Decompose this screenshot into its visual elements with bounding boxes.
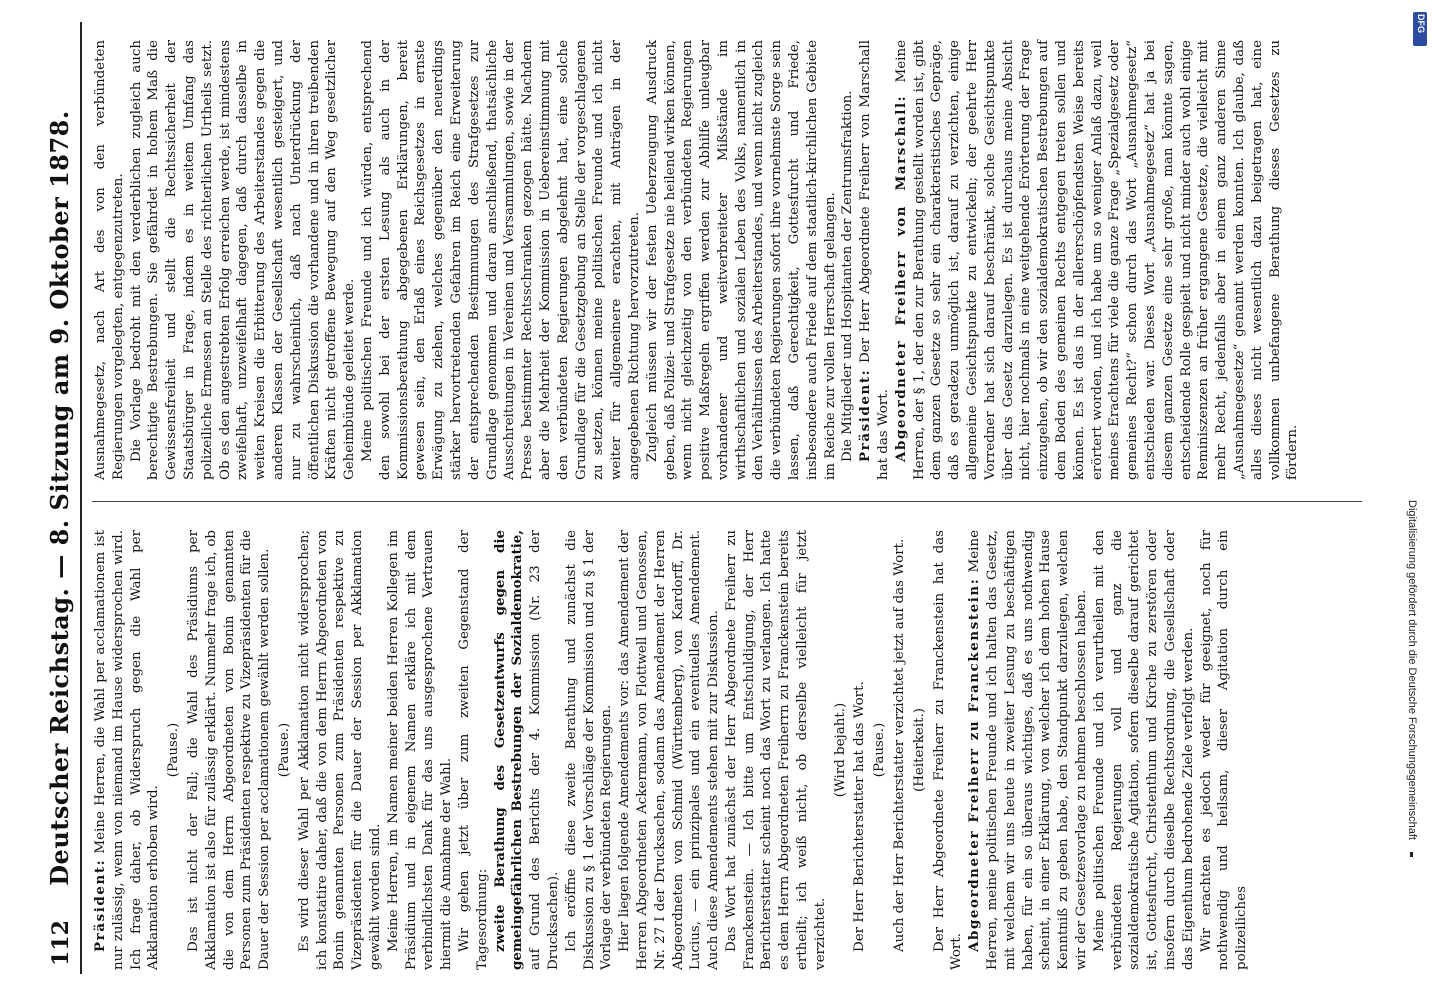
paragraph-text: Der Herr Abgeordnete Freiherr von Marschall hat das Wort.: [858, 40, 892, 480]
agenda-item: zweite Berathung des Gesetzentwurfs gegen die gemeingefährlichen Bestrebungen der Sozialdemokratie,: [491, 530, 526, 970]
page-number: 112: [48, 920, 74, 966]
paragraph-text: Der Herr Berichterstatter hat das Wort.: [852, 681, 868, 952]
paragraph-text: Meine Herren, der § 1, der den zur Berathung gestellt worden ist, gibt dem ganzen Gesetze so sehr ein charakteristisches Gepräge, daß es geradezu unmöglich ist, darauf zu verzichten, einige allgemeine Gesichtspunkte zu entwickeln; der geehrte Herr Vorredner hat sich darauf beschränkt, solche Gesichtspunkte über das Gesetz darzulegen. Es ist durchaus meine Absicht nicht, hier nochmals in eine weitgehende Erörterung der Frage einzugehen, ob wir den sozialdemokratischen Bestrebungen auf dem Boden des gemeinen Rechts entgegen treten sollen und können. Es ist das in der allererschöpfendsten Weise bereits erörtert worden, und ich habe um so weniger Anlaß dazu, weil meines Erachtens für viele die ganze Frage „Spezialgesetz oder gemeines Recht?“ schon durch das Wort „Ausnahmegesetz“ entschieden war. Dieses Wort „Ausnahmegesetz“ hat ja bei diesem ganzen Gesetze eine sehr große, man könnte sagen, entscheidende Rolle gespielt und nicht minder auch wohl einige Reminiszenzen an früher ergangene Gesetze, die vielleicht mit mehr Recht, jedenfalls aber in einem ganz anderen Sinne „Ausnahmegesetze“ genannt werden konnten. Ich glaube, daß alles dieses nicht wesentlich dazu beigetragen hat, eine vollkommen unbefangene Berathung dieses Gesetzes zu fördern.: [893, 40, 1301, 480]
paragraph: [563, 530, 616, 970]
speaker-name: Präsident:: [857, 368, 874, 462]
paragraph: [385, 530, 456, 970]
paragraph-text: Ausnahmegesetz, nach Art des von den verbündeten Regierungen vorgelegten, entgegenzutreten.: [93, 40, 126, 480]
dfg-logo-text: DFG: [1416, 14, 1426, 33]
paragraph: [966, 530, 1091, 970]
speaker-name: Abgeordneter Freiherr von Marschall:: [892, 94, 909, 462]
running-title: Deutscher Reichstag. — 8. Sitzung am 9. Oktober 1878.: [45, 110, 74, 886]
stage-direction: (Pause.): [276, 722, 292, 778]
paragraph-text: Wir gehen jetzt über zum zweiten Gegenstand der Tagesordnung:: [456, 530, 490, 970]
paragraph-text: Das Wort hat zunächst der Herr Abgeordnete Freiherr zu Franckenstein. — Ich bitte um Entschuldigung, der Herr Berichterstatter scheint noch das Wort zu verlangen. Ich hatte es dem Herrn Abgeordneten Freiherrn zu Franckenstein bereits ertheilt; ich weiß nicht, ob derselbe vielleicht für jetzt verzichtet.: [723, 530, 828, 970]
paragraph-text: Die Mitglieder und Hospitanten der Zentrumsfraktion.: [840, 90, 856, 462]
paragraph: [185, 530, 274, 970]
paragraph-text: Der Herr Abgeordnete Freiherr zu Franckenstein hat das Wort.: [931, 530, 965, 970]
speaker-name: Abgeordneter Freiherr zu Franckenstein:: [966, 577, 983, 952]
dfg-logo: [1413, 12, 1427, 46]
paragraph-text: Ich eröffne diese zweite Berathung und zunächst die Diskussion zu § 1 der Vorschläge der Kommission und zu § 1 der Vorlage der verbündeten Regierungen.: [563, 530, 615, 970]
paragraph-text: Meine politischen Freunde und ich würden, entsprechend den sowohl bei der ersten Lesung als auch in der Kommissionsberathung abgegebenen Erklärungen, bereit gewesen sein, den Erlaß eines Reichsgesetzes in ernste Erwägung zu ziehen, welches gegenüber den neuerdings stärker hervortretenden Gefahren im Reich eine Erweiterung der entsprechenden Bestimmungen des Strafgesetzes zur Grundlage genommen und daran anschließend, thatsächliche Ausschreitungen in Vereinen und Versammlungen, sowie in der Presse bestimmter Rechtsschranken gezogen hätte. Nachdem aber die Mehrheit der Kommission in Uebereinstimmung mit den verbündeten Regierungen abgelehnt hat, eine solche Grundlage für die Gesetzgebung an Stelle der vorgeschlagenen zu setzen, können meine politischen Freunde und ich nicht weiter für allgemeinere erachten, mit Anträgen in der angegebenen Richtung hervorzutreten.: [359, 40, 642, 480]
paragraph: [456, 530, 492, 970]
paragraph-text: Das ist nicht der Fall; die Wahl des Präsidiums per Akklamation ist also für zulässig erklärt. Nunmehr frage ich, ob die von dem Herrn Abgeordneten von Bonin genannten Personen zum Präsidenten respektive zu Vizepräsidenten für die Dauer der Session per acclamationem gewählt werden sollen.: [185, 530, 273, 970]
paragraph-text: Wir erachten es jedoch weder für geeignet, noch für nothwendig und heilsam, dieser Agitation durch ein polizeiliches: [1198, 530, 1250, 970]
paragraph: [128, 40, 359, 480]
paragraph: [359, 40, 644, 480]
paragraph-text: Zugleich müssen wir der festen Ueberzeugung Ausdruck geben, daß Polizei- und Strafgesetze nie heilend wirken können, wenn nicht gleichzeitig von den verbündeten Regierungen positive Maßregeln ergriffen werden zur Abhilfe unleugbar vorhandener und weitverbreiteter Mißstände im wirthschaftlichen und sozialen Leben des Volks, namentlich in den Verhältnissen des Arbeiterstandes, und wenn nicht zugleich die verbündeten Regierungen sofort ihre vornehmste Sorge sein lassen, daß Gerechtigkeit, Gottesfurcht und Friede, insbesondere auch Friede auf dem staatlich-kirchlichen Gebiete im Reiche zur vollen Herrschaft gelangen.: [644, 40, 838, 480]
paragraph: [92, 40, 128, 480]
right-column: [92, 40, 1302, 480]
paragraph: [851, 530, 869, 970]
paragraph: [723, 530, 830, 970]
paragraph-text: Auch der Herr Berichterstatter verzichtet jetzt auf das Wort.: [892, 538, 908, 952]
paragraph: [893, 40, 1302, 480]
paragraph-text: Meine Herren, die Wahl per acclamationem ist nur zulässig, wenn von niemand im Hause widersprochen wird. Ich frage daher, ob Widerspruch gegen die Wahl per Akklamation erhoben wird.: [93, 530, 162, 970]
digitization-credit-text: Digitalisierung gefördert durch die Deutsche Forschungsgemeinschaft: [1406, 500, 1418, 840]
paragraph-text: Die Vorlage bedroht mit den verderblichen zugleich auch berechtigte Bestrebungen. Sie gefährdet in hohem Maß die Gewissensfreiheit und stellt die Rechtssicherheit der Staatsbürger in Frage, indem es in weitem Umfang das polizeiliche Ermessen an Stelle des richterlichen Urtheils setzt. Ob es den angestrebten Erfolg erreichen werde, ist mindestens zweifelhaft, unzweifelhaft dagegen, daß durch dasselbe in weiten Kreisen die Erbitterung des Arbeiterstandes gegen die anderen Klassen der Gesellschaft wesentlich gesteigert, und nur zu wahrscheinlich, daß nach Unterdrückung der öffentlichen Diskussion die vorhandene und in ihren treibenden Kräften nicht getroffene Bewegung auf den Weg gesetzlicher Geheimbünde geleitet werde.: [128, 40, 358, 480]
stage-direction: (Wird bejaht.): [832, 702, 848, 798]
paragraph: [616, 530, 723, 970]
paragraph: [644, 40, 840, 480]
paragraph-text: Hier liegen folgende Amendements vor: das Amendement der Herren Abgeordneten Ackermann, von Flottwell und Genossen, Nr. 27 I der Drucksachen, sodann das Amendement der Herren Abgeordneten von Schmid (Württemberg), von Kardorff, Dr. Lucius, — ein prinzipales und ein eventuelles Amendement. Auch diese Amendements stehen mit zur Diskussion.: [617, 530, 722, 970]
stage-direction: (Pause.): [872, 722, 888, 778]
speaker-name: Präsident:: [92, 858, 108, 952]
stage-direction: (Heiterkeit.): [911, 708, 927, 792]
stage-direction: (Pause.): [166, 722, 182, 778]
paragraph: [839, 40, 857, 480]
paragraph: [891, 530, 909, 970]
paragraph-text: Meine Herren, meine politischen Freunde und ich halten das Gesetz, mit welchem wir uns heute in zweiter Lesung zu beschäftigen haben, für ein so überaus wichtiges, daß es uns nothwendig scheint, in einer Erklärung, von welcher ich dem hohen Hause Kenntniß zu geben habe, den Standpunkt darzulegen, welchen wir der Gesetzesvorlage zu nehmen beschlossen haben.: [967, 530, 1090, 970]
page-header: [44, 22, 82, 974]
left-column: [92, 530, 1251, 970]
paragraph: [296, 530, 385, 970]
paragraph-text: Meine Herren, im Namen meiner beiden Herren Kollegen im Präsidium und in eigenem Namen erkläre ich mit dem verbindlichsten Dank für das uns ausgesprochene Vertrauen hiermit die Annahme der Wahl.: [385, 530, 455, 970]
paragraph-text: auf Grund des Berichts der 4. Kommission (Nr. 23 der Drucksachen).: [528, 530, 561, 970]
paragraph-text: Es wird dieser Wahl per Akklamation nicht widersprochen; ich konstatire daher, daß die von dem Herrn Abgeordneten von Bonin genannten Personen zum Präsidenten respektive zu Vizepräsidenten für die Dauer der Session per Akklamation gewählt worden sind.: [296, 530, 383, 970]
paragraph: [1198, 530, 1251, 970]
scan-speck: [1410, 852, 1413, 857]
paragraph: [931, 530, 967, 970]
paragraph: [92, 530, 163, 970]
paragraph-text: Meine politischen Freunde und ich verurtheilen mit den verbündeten Regierungen voll und ganz die sozialdemokratische Agitation, sofern dieselbe darauf gerichtet ist, Gottesfurcht, Christenthum und Kirche zu zerstören oder insofern durch dieselbe Rechtsordnung, die Gesellschaft oder das Eigenthum bedrohende Ziele verfolgt werden.: [1091, 530, 1196, 970]
paragraph: [492, 530, 563, 970]
column-divider: [92, 501, 1362, 502]
paragraph: [1091, 530, 1198, 970]
paragraph: [857, 40, 893, 480]
